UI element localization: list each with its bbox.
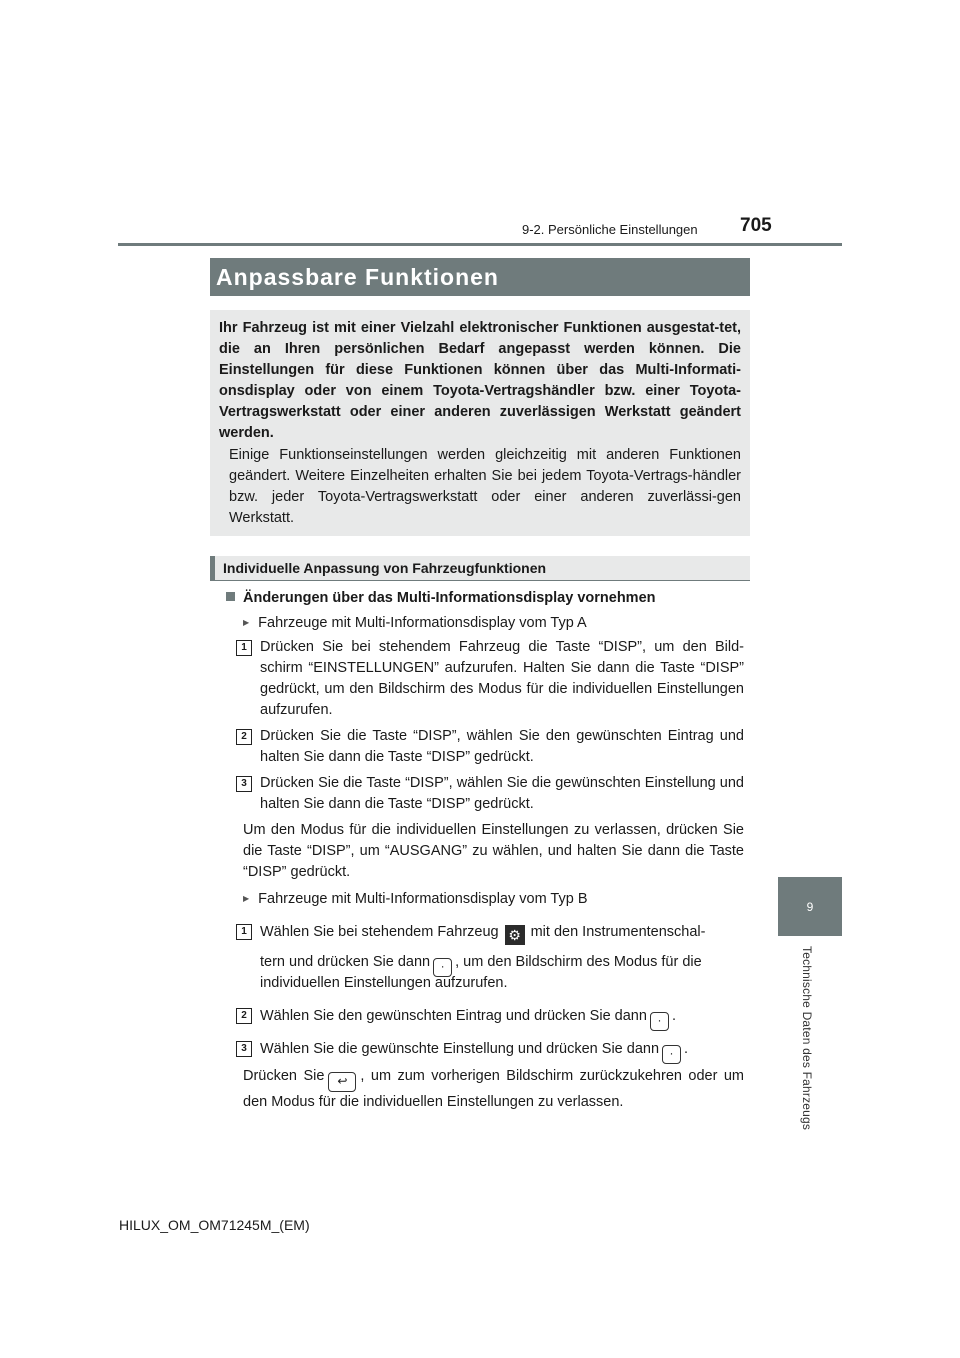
chapter-title: Technische Daten des Fahrzeugs	[800, 946, 814, 1131]
step-number: 3	[236, 1041, 252, 1057]
gear-icon: ⚙	[505, 925, 525, 945]
enter-button-icon: ·	[650, 1012, 669, 1031]
subheading: Individuelle Anpassung von Fahrzeugfunktionen	[223, 560, 547, 576]
step-text: Drücken Sie bei stehendem Fahrzeug die Taste “DISP”, um den Bild-schirm “EINSTELLUNGEN” aufzurufen. Halten Sie dann die Taste “DISP” gedrückt, um den Bildschirm des Modus für die individuellen Einstellungen aufzurufen.	[260, 639, 744, 718]
step-number: 1	[236, 924, 252, 940]
step-text-cont: tern und drücken Sie dann · , um den Bildschirm des Modus für die	[260, 952, 702, 977]
step-text-cont: individuellen Einstellungen aufzurufen.	[260, 975, 508, 991]
back-instructions: Drücken Sie ↩ , um zum vorherigen Bildschirm zurückzukehren oder um den Modus für die individuellen Einstellungen zu verlassen.	[243, 1068, 745, 1110]
section-heading: Änderungen über das Multi-Informationsdisplay vornehmen	[226, 588, 656, 609]
chapter-number: 9	[806, 900, 814, 914]
step-number: 1	[236, 640, 252, 656]
page-number: 705	[740, 215, 772, 236]
intro-text: Ihr Fahrzeug ist mit einer Vielzahl elektronischer Funktionen ausgestat-tet, die an Ihren persönlichen Bedarf angepasst werden können. Die Einstellungen für diese Funktionen können über das Multi-Informati-onsdisplay oder von einem Toyota-Vertragshändler bzw. einer Toyota-Vertragswerkstatt oder einer anderen zuverlässigen Werkstatt geändert werden.	[219, 320, 741, 441]
intro-note: Einige Funktionseinstellungen werden gleichzeitig mit anderen Funktionen geändert. Weitere Einzelheiten erhalten Sie bei jedem Toyota-Vertrags-händler bzw. jeder Toyota-Vertragswerkstatt oder einer anderen zuverlässi-gen Werkstatt.	[229, 447, 741, 526]
step-text: Wählen Sie den gewünschten Eintrag und drücken Sie dann · .	[260, 1006, 676, 1031]
header-rule	[118, 243, 842, 246]
type-a-label: ▶ Fahrzeuge mit Multi-Informationsdisplay vom Typ A	[243, 612, 587, 634]
exit-instructions: Um den Modus für die individuellen Einstellungen zu verlassen, drücken Sie die Taste “DISP”, um “AUSGANG” zu wählen, und halten Sie dann die Taste “DISP” gedrückt.	[243, 822, 744, 880]
enter-button-icon: ·	[433, 958, 452, 977]
step-number: 2	[236, 1008, 252, 1024]
step-text: Wählen Sie die gewünschte Einstellung und drücken Sie dann · .	[260, 1039, 688, 1064]
square-bullet-icon	[226, 592, 235, 601]
step-text: Drücken Sie die Taste “DISP”, wählen Sie den gewünschten Eintrag und halten Sie dann die Taste “DISP” gedrückt.	[260, 728, 744, 765]
page-title: Anpassbare Funktionen	[216, 264, 499, 290]
subheading-accent	[210, 556, 215, 581]
step-text: Drücken Sie die Taste “DISP”, wählen Sie die gewünschten Einstellung und halten Sie dann die Taste “DISP” gedrückt.	[260, 775, 744, 812]
document-code: HILUX_OM_OM71245M_(EM)	[119, 1217, 310, 1233]
enter-button-icon: ·	[662, 1045, 681, 1064]
type-b-label: ▶ Fahrzeuge mit Multi-Informationsdisplay vom Typ B	[243, 888, 588, 910]
step-text: Wählen Sie bei stehendem Fahrzeug ⚙ mit den Instrumentenschal-	[260, 924, 706, 943]
step-number: 3	[236, 776, 252, 792]
back-button-icon: ↩	[328, 1072, 356, 1092]
step-number: 2	[236, 729, 252, 745]
section-header: 9-2. Persönliche Einstellungen	[522, 222, 698, 237]
